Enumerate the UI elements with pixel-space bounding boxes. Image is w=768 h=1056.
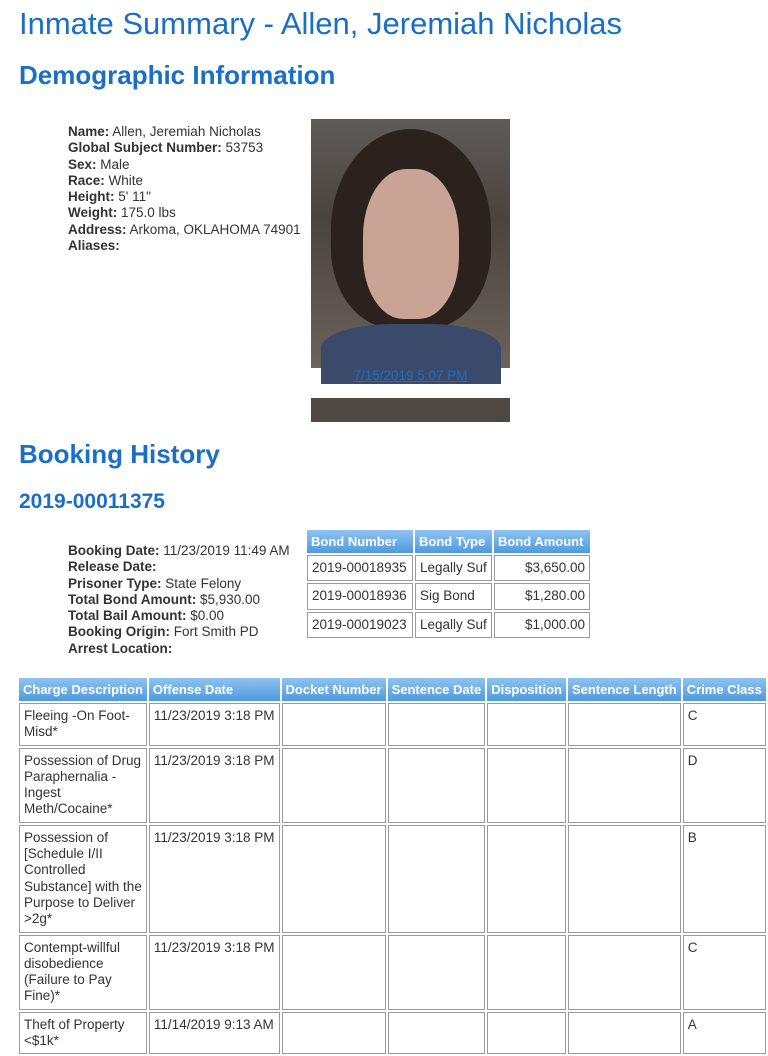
bond-header-type: Bond Type [415, 530, 492, 553]
offense-date-cell: 11/23/2019 3:18 PM [149, 703, 280, 746]
table-row [19, 703, 766, 746]
bond-amount-cell: $1,280.00 [494, 583, 590, 609]
charge-header-crime-class: Crime Class [683, 678, 766, 701]
charge-header-disposition: Disposition [487, 678, 566, 701]
field-release-date: Release Date: [68, 559, 157, 575]
crime-class-cell: C [683, 935, 766, 1010]
photo-date-link[interactable]: 7/15/2019 5:07 PM [353, 368, 468, 383]
offense-date-cell: 11/23/2019 3:18 PM [149, 748, 280, 823]
charge-header-sentence-date: Sentence Date [388, 678, 486, 701]
field-name: Name: Allen, Jeremiah Nicholas [68, 124, 261, 139]
sentence-length-cell [568, 1012, 681, 1055]
field-total-bond-amount: Total Bond Amount: $5,930.00 [68, 591, 261, 607]
offense-date-cell: 11/23/2019 3:18 PM [149, 935, 280, 1010]
crime-class-cell: D [683, 748, 766, 823]
table-row [19, 935, 766, 1010]
field-total-bail-amount: Total Bail Amount: $0.00 [68, 608, 225, 624]
crime-class-cell: A [683, 1012, 766, 1055]
booking-number: 2019-00011375 [19, 490, 165, 513]
sentence-length-cell [568, 703, 681, 746]
table-row [307, 555, 590, 581]
charge-header-description: Charge Description [19, 678, 147, 701]
sentence-length-cell [568, 748, 681, 823]
offense-date-cell: 11/14/2019 9:13 AM [149, 1012, 280, 1055]
bond-number-cell: 2019-00018935 [307, 555, 413, 581]
page-title: Inmate Summary - Allen, Jeremiah Nicholas [19, 6, 623, 41]
docket-number-cell [282, 825, 386, 933]
bond-amount-cell: $3,650.00 [494, 555, 590, 581]
bond-amount-cell: $1,000.00 [494, 612, 590, 638]
booking-history-heading: Booking History [19, 439, 220, 469]
bond-number-cell: 2019-00019023 [307, 612, 413, 638]
charge-description-cell: Possession of Drug Paraphernalia - Ingest Meth/Cocaine* [19, 748, 147, 823]
bond-type-cell: Legally Suf [415, 612, 492, 638]
table-row [307, 612, 590, 638]
field-arrest-location: Arrest Location: [68, 640, 173, 656]
field-height: Height: 5' 11" [68, 189, 151, 205]
bond-type-cell: Legally Suf [415, 555, 492, 581]
table-row [19, 748, 766, 823]
disposition-cell [487, 935, 566, 1010]
bond-header-row [307, 530, 590, 553]
field-weight: Weight: 175.0 lbs [68, 205, 176, 221]
mugshot-photo[interactable] [311, 119, 510, 368]
table-row [19, 825, 766, 933]
disposition-cell [487, 1012, 566, 1055]
charge-description-cell: Possession of [Schedule I/II Controlled Substance] with the Purpose to Deliver >2g* [19, 825, 147, 933]
crime-class-cell: B [683, 825, 766, 933]
crime-class-cell: C [683, 703, 766, 746]
table-row [307, 583, 590, 609]
charge-header-row [19, 678, 766, 701]
field-address: Address: Arkoma, OKLAHOMA 74901 [68, 221, 301, 237]
bond-type-cell: Sig Bond [415, 583, 492, 609]
disposition-cell [487, 825, 566, 933]
sentence-length-cell [568, 825, 681, 933]
sentence-length-cell [568, 935, 681, 1010]
bond-number-cell: 2019-00018936 [307, 583, 413, 609]
photo-face [363, 169, 459, 319]
charge-header-offense-date: Offense Date [149, 678, 280, 701]
field-race: Race: White [68, 172, 144, 188]
docket-number-cell [282, 935, 386, 1010]
booking-info [68, 543, 290, 657]
bond-header-number: Bond Number [307, 530, 413, 553]
second-photo-thumbnail[interactable] [311, 398, 510, 422]
sentence-date-cell [388, 1012, 486, 1055]
sentence-date-cell [388, 825, 486, 933]
demographic-heading: Demographic Information [19, 60, 336, 90]
demographic-info [68, 124, 301, 254]
docket-number-cell [282, 1012, 386, 1055]
field-global-subject-number: Global Subject Number: 53753 [68, 140, 264, 156]
charge-header-sentence-length: Sentence Length [568, 678, 681, 701]
charge-description-cell: Fleeing -On Foot-Misd* [19, 703, 147, 746]
field-sex: Sex: Male [68, 156, 130, 172]
disposition-cell [487, 703, 566, 746]
field-prisoner-type: Prisoner Type: State Felony [68, 575, 242, 591]
offense-date-cell: 11/23/2019 3:18 PM [149, 825, 280, 933]
table-row [19, 1012, 766, 1055]
field-aliases: Aliases: [68, 238, 120, 254]
disposition-cell [487, 748, 566, 823]
charge-table [17, 676, 768, 1056]
docket-number-cell [282, 748, 386, 823]
bond-header-amount: Bond Amount [494, 530, 590, 553]
charge-description-cell: Contempt-willful disobedience (Failure to Pay Fine)* [19, 935, 147, 1010]
field-booking-date: Booking Date: 11/23/2019 11:49 AM [68, 543, 290, 558]
bond-table [305, 528, 592, 640]
sentence-date-cell [388, 703, 486, 746]
field-booking-origin: Booking Origin: Fort Smith PD [68, 624, 259, 640]
sentence-date-cell [388, 748, 486, 823]
docket-number-cell [282, 703, 386, 746]
charge-header-docket-number: Docket Number [282, 678, 386, 701]
charge-description-cell: Theft of Property <$1k* [19, 1012, 147, 1055]
sentence-date-cell [388, 935, 486, 1010]
